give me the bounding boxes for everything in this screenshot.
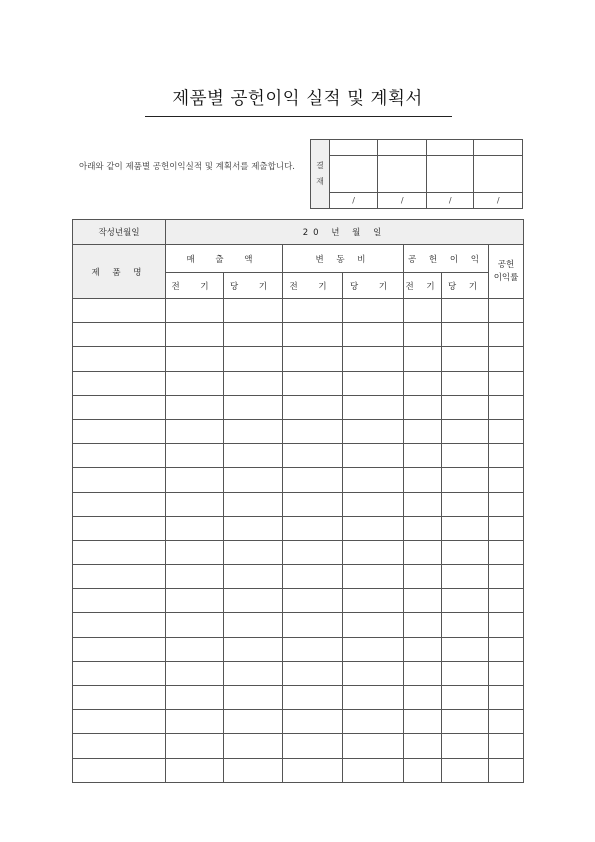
value-cell[interactable] bbox=[343, 734, 404, 758]
value-cell[interactable] bbox=[343, 299, 404, 323]
table-row bbox=[73, 734, 524, 758]
value-cell[interactable] bbox=[442, 710, 489, 734]
contribution-table bbox=[72, 219, 524, 783]
table-row bbox=[73, 323, 524, 347]
value-cell[interactable] bbox=[283, 710, 343, 734]
product-name-cell[interactable] bbox=[73, 516, 166, 540]
value-cell[interactable] bbox=[442, 734, 489, 758]
value-cell[interactable] bbox=[343, 492, 404, 516]
value-cell[interactable] bbox=[404, 686, 442, 710]
value-cell[interactable] bbox=[442, 589, 489, 613]
value-cell[interactable] bbox=[224, 444, 283, 468]
value-cell[interactable] bbox=[224, 395, 283, 419]
value-cell[interactable] bbox=[489, 758, 524, 782]
approval-title-cell bbox=[378, 140, 427, 156]
product-name-cell[interactable] bbox=[73, 347, 166, 371]
product-name-cell[interactable] bbox=[73, 661, 166, 685]
value-cell[interactable] bbox=[166, 468, 224, 492]
value-cell[interactable] bbox=[224, 347, 283, 371]
value-cell[interactable] bbox=[404, 540, 442, 564]
value-cell[interactable] bbox=[489, 710, 524, 734]
table-row bbox=[73, 492, 524, 516]
value-cell[interactable] bbox=[489, 613, 524, 637]
value-cell[interactable] bbox=[283, 540, 343, 564]
product-name-cell[interactable] bbox=[73, 492, 166, 516]
value-cell[interactable] bbox=[489, 444, 524, 468]
approval-sign-cell[interactable] bbox=[378, 156, 427, 193]
intro-text: 아래와 같이 제품별 공헌이익실적 및 계획서를 제출합니다. bbox=[79, 162, 295, 172]
value-cell[interactable] bbox=[489, 734, 524, 758]
date-value-cell[interactable]: 20 년 월 일 bbox=[166, 220, 524, 245]
table-row bbox=[73, 395, 524, 419]
value-cell[interactable] bbox=[283, 299, 343, 323]
value-cell[interactable] bbox=[404, 492, 442, 516]
approval-label-text: 결 재 bbox=[316, 161, 324, 186]
value-cell[interactable] bbox=[442, 565, 489, 589]
value-cell[interactable] bbox=[404, 589, 442, 613]
approval-title-cell bbox=[474, 140, 523, 156]
value-cell[interactable] bbox=[283, 444, 343, 468]
value-cell[interactable] bbox=[283, 492, 343, 516]
value-cell[interactable] bbox=[404, 516, 442, 540]
table-row bbox=[73, 347, 524, 371]
value-cell[interactable] bbox=[442, 661, 489, 685]
variable-cost-header: 변 동 비 bbox=[283, 245, 404, 273]
value-cell[interactable] bbox=[283, 395, 343, 419]
value-cell[interactable] bbox=[442, 347, 489, 371]
value-cell[interactable] bbox=[404, 565, 442, 589]
value-cell[interactable] bbox=[442, 540, 489, 564]
value-cell[interactable] bbox=[283, 516, 343, 540]
contribution-ratio-text: 공헌 이익률 bbox=[493, 259, 519, 283]
value-cell[interactable] bbox=[404, 419, 442, 443]
value-cell[interactable] bbox=[489, 589, 524, 613]
value-cell[interactable] bbox=[166, 710, 224, 734]
value-cell[interactable] bbox=[343, 444, 404, 468]
value-cell[interactable] bbox=[489, 347, 524, 371]
value-cell[interactable] bbox=[489, 516, 524, 540]
value-cell[interactable] bbox=[489, 637, 524, 661]
value-cell[interactable] bbox=[489, 540, 524, 564]
value-cell[interactable] bbox=[343, 637, 404, 661]
value-cell[interactable] bbox=[343, 661, 404, 685]
value-cell[interactable] bbox=[442, 419, 489, 443]
value-cell[interactable] bbox=[224, 371, 283, 395]
contribution-ratio-header bbox=[489, 245, 524, 299]
product-name-cell[interactable] bbox=[73, 444, 166, 468]
value-cell[interactable] bbox=[442, 686, 489, 710]
table-row bbox=[73, 637, 524, 661]
value-cell[interactable] bbox=[224, 758, 283, 782]
value-cell[interactable] bbox=[166, 419, 224, 443]
value-cell[interactable] bbox=[442, 395, 489, 419]
value-cell[interactable] bbox=[283, 589, 343, 613]
value-cell[interactable] bbox=[343, 371, 404, 395]
value-cell[interactable] bbox=[283, 758, 343, 782]
value-cell[interactable] bbox=[343, 686, 404, 710]
product-name-cell[interactable] bbox=[73, 468, 166, 492]
value-cell[interactable] bbox=[224, 661, 283, 685]
table-row bbox=[73, 540, 524, 564]
table-row bbox=[73, 589, 524, 613]
value-cell[interactable] bbox=[224, 565, 283, 589]
value-cell[interactable] bbox=[224, 323, 283, 347]
value-cell[interactable] bbox=[343, 323, 404, 347]
value-cell[interactable] bbox=[166, 444, 224, 468]
value-cell[interactable] bbox=[442, 468, 489, 492]
value-cell[interactable] bbox=[404, 371, 442, 395]
contribution-header: 공 헌 이 익 bbox=[404, 245, 489, 273]
date-label-cell: 작성년월일 bbox=[73, 220, 166, 245]
value-cell[interactable] bbox=[489, 468, 524, 492]
product-name-cell[interactable] bbox=[73, 758, 166, 782]
value-cell[interactable] bbox=[283, 371, 343, 395]
table-row bbox=[73, 710, 524, 734]
value-cell[interactable] bbox=[166, 323, 224, 347]
value-cell[interactable] bbox=[489, 371, 524, 395]
product-name-cell[interactable] bbox=[73, 395, 166, 419]
value-cell[interactable] bbox=[404, 758, 442, 782]
value-cell[interactable] bbox=[404, 734, 442, 758]
value-cell[interactable] bbox=[404, 661, 442, 685]
value-cell[interactable] bbox=[404, 468, 442, 492]
value-cell[interactable] bbox=[283, 347, 343, 371]
product-name-cell[interactable] bbox=[73, 419, 166, 443]
value-cell[interactable] bbox=[166, 540, 224, 564]
value-cell[interactable] bbox=[283, 734, 343, 758]
approval-label bbox=[311, 140, 330, 209]
value-cell[interactable] bbox=[343, 565, 404, 589]
value-cell[interactable] bbox=[283, 323, 343, 347]
value-cell[interactable] bbox=[224, 686, 283, 710]
value-cell[interactable] bbox=[343, 419, 404, 443]
table-row bbox=[73, 565, 524, 589]
value-cell[interactable] bbox=[166, 299, 224, 323]
approval-date-cell[interactable]: / bbox=[329, 193, 378, 209]
value-cell[interactable] bbox=[283, 419, 343, 443]
value-cell[interactable] bbox=[166, 758, 224, 782]
value-cell[interactable] bbox=[283, 637, 343, 661]
table-row bbox=[73, 613, 524, 637]
value-cell[interactable] bbox=[283, 468, 343, 492]
value-cell[interactable] bbox=[343, 758, 404, 782]
value-cell[interactable] bbox=[343, 468, 404, 492]
value-cell[interactable] bbox=[404, 637, 442, 661]
value-cell[interactable] bbox=[166, 637, 224, 661]
value-cell[interactable] bbox=[224, 540, 283, 564]
contrib-curr-header: 당 기 bbox=[442, 273, 489, 299]
approval-date-cell[interactable]: / bbox=[426, 193, 474, 209]
value-cell[interactable] bbox=[404, 613, 442, 637]
value-cell[interactable] bbox=[404, 299, 442, 323]
value-cell[interactable] bbox=[166, 734, 224, 758]
table-row bbox=[73, 299, 524, 323]
approval-date-cell[interactable]: / bbox=[474, 193, 523, 209]
value-cell[interactable] bbox=[166, 686, 224, 710]
product-name-cell[interactable] bbox=[73, 371, 166, 395]
value-cell[interactable] bbox=[489, 565, 524, 589]
value-cell[interactable] bbox=[224, 516, 283, 540]
approval-box bbox=[310, 139, 523, 209]
product-name-cell[interactable] bbox=[73, 637, 166, 661]
product-name-cell[interactable] bbox=[73, 323, 166, 347]
product-name-cell[interactable] bbox=[73, 686, 166, 710]
value-cell[interactable] bbox=[442, 516, 489, 540]
value-cell[interactable] bbox=[166, 661, 224, 685]
approval-date-cell[interactable]: / bbox=[378, 193, 427, 209]
value-cell[interactable] bbox=[442, 299, 489, 323]
sales-curr-header: 당 기 bbox=[224, 273, 283, 299]
value-cell[interactable] bbox=[224, 492, 283, 516]
value-cell[interactable] bbox=[489, 299, 524, 323]
value-cell[interactable] bbox=[343, 710, 404, 734]
value-cell[interactable] bbox=[404, 347, 442, 371]
value-cell[interactable] bbox=[224, 468, 283, 492]
value-cell[interactable] bbox=[166, 589, 224, 613]
value-cell[interactable] bbox=[343, 613, 404, 637]
value-cell[interactable] bbox=[283, 565, 343, 589]
value-cell[interactable] bbox=[489, 492, 524, 516]
value-cell[interactable] bbox=[442, 758, 489, 782]
value-cell[interactable] bbox=[224, 589, 283, 613]
product-name-cell[interactable] bbox=[73, 589, 166, 613]
value-cell[interactable] bbox=[166, 516, 224, 540]
contrib-prev-header: 전 기 bbox=[404, 273, 442, 299]
approval-sign-cell[interactable] bbox=[329, 156, 378, 193]
value-cell[interactable] bbox=[442, 613, 489, 637]
varcost-curr-header: 당 기 bbox=[343, 273, 404, 299]
product-name-cell[interactable] bbox=[73, 540, 166, 564]
product-name-cell[interactable] bbox=[73, 734, 166, 758]
approval-title-cell bbox=[329, 140, 378, 156]
value-cell[interactable] bbox=[224, 710, 283, 734]
table-row bbox=[73, 758, 524, 782]
value-cell[interactable] bbox=[442, 371, 489, 395]
value-cell[interactable] bbox=[489, 419, 524, 443]
value-cell[interactable] bbox=[489, 395, 524, 419]
approval-sign-cell[interactable] bbox=[474, 156, 523, 193]
value-cell[interactable] bbox=[343, 540, 404, 564]
varcost-prev-header: 전 기 bbox=[283, 273, 343, 299]
table-row bbox=[73, 419, 524, 443]
value-cell[interactable] bbox=[166, 565, 224, 589]
title-underline bbox=[145, 116, 452, 117]
value-cell[interactable] bbox=[224, 613, 283, 637]
value-cell[interactable] bbox=[224, 637, 283, 661]
value-cell[interactable] bbox=[489, 323, 524, 347]
value-cell[interactable] bbox=[404, 323, 442, 347]
table-row bbox=[73, 444, 524, 468]
value-cell[interactable] bbox=[343, 516, 404, 540]
table-row bbox=[73, 468, 524, 492]
value-cell[interactable] bbox=[224, 299, 283, 323]
document-title: 제품별 공헌이익 실적 및 계획서 bbox=[172, 89, 423, 109]
product-name-cell[interactable] bbox=[73, 710, 166, 734]
sales-header: 매 출 액 bbox=[166, 245, 283, 273]
value-cell[interactable] bbox=[343, 395, 404, 419]
value-cell[interactable] bbox=[442, 492, 489, 516]
value-cell[interactable] bbox=[224, 734, 283, 758]
approval-sign-cell[interactable] bbox=[426, 156, 474, 193]
value-cell[interactable] bbox=[283, 661, 343, 685]
value-cell[interactable] bbox=[489, 686, 524, 710]
value-cell[interactable] bbox=[166, 371, 224, 395]
approval-title-cell bbox=[426, 140, 474, 156]
table-row bbox=[73, 661, 524, 685]
product-name-cell[interactable] bbox=[73, 565, 166, 589]
table-row bbox=[73, 516, 524, 540]
value-cell[interactable] bbox=[442, 323, 489, 347]
sales-prev-header: 전 기 bbox=[166, 273, 224, 299]
value-cell[interactable] bbox=[224, 419, 283, 443]
value-cell[interactable] bbox=[343, 347, 404, 371]
value-cell[interactable] bbox=[166, 347, 224, 371]
value-cell[interactable] bbox=[166, 613, 224, 637]
value-cell[interactable] bbox=[166, 492, 224, 516]
product-name-cell[interactable] bbox=[73, 299, 166, 323]
value-cell[interactable] bbox=[283, 686, 343, 710]
table-row bbox=[73, 686, 524, 710]
product-name-cell[interactable] bbox=[73, 613, 166, 637]
value-cell[interactable] bbox=[343, 589, 404, 613]
value-cell[interactable] bbox=[442, 637, 489, 661]
value-cell[interactable] bbox=[404, 395, 442, 419]
value-cell[interactable] bbox=[404, 710, 442, 734]
value-cell[interactable] bbox=[283, 613, 343, 637]
value-cell[interactable] bbox=[404, 444, 442, 468]
value-cell[interactable] bbox=[166, 395, 224, 419]
value-cell[interactable] bbox=[489, 661, 524, 685]
table-row bbox=[73, 371, 524, 395]
value-cell[interactable] bbox=[442, 444, 489, 468]
product-name-header: 제 품 명 bbox=[73, 245, 166, 299]
